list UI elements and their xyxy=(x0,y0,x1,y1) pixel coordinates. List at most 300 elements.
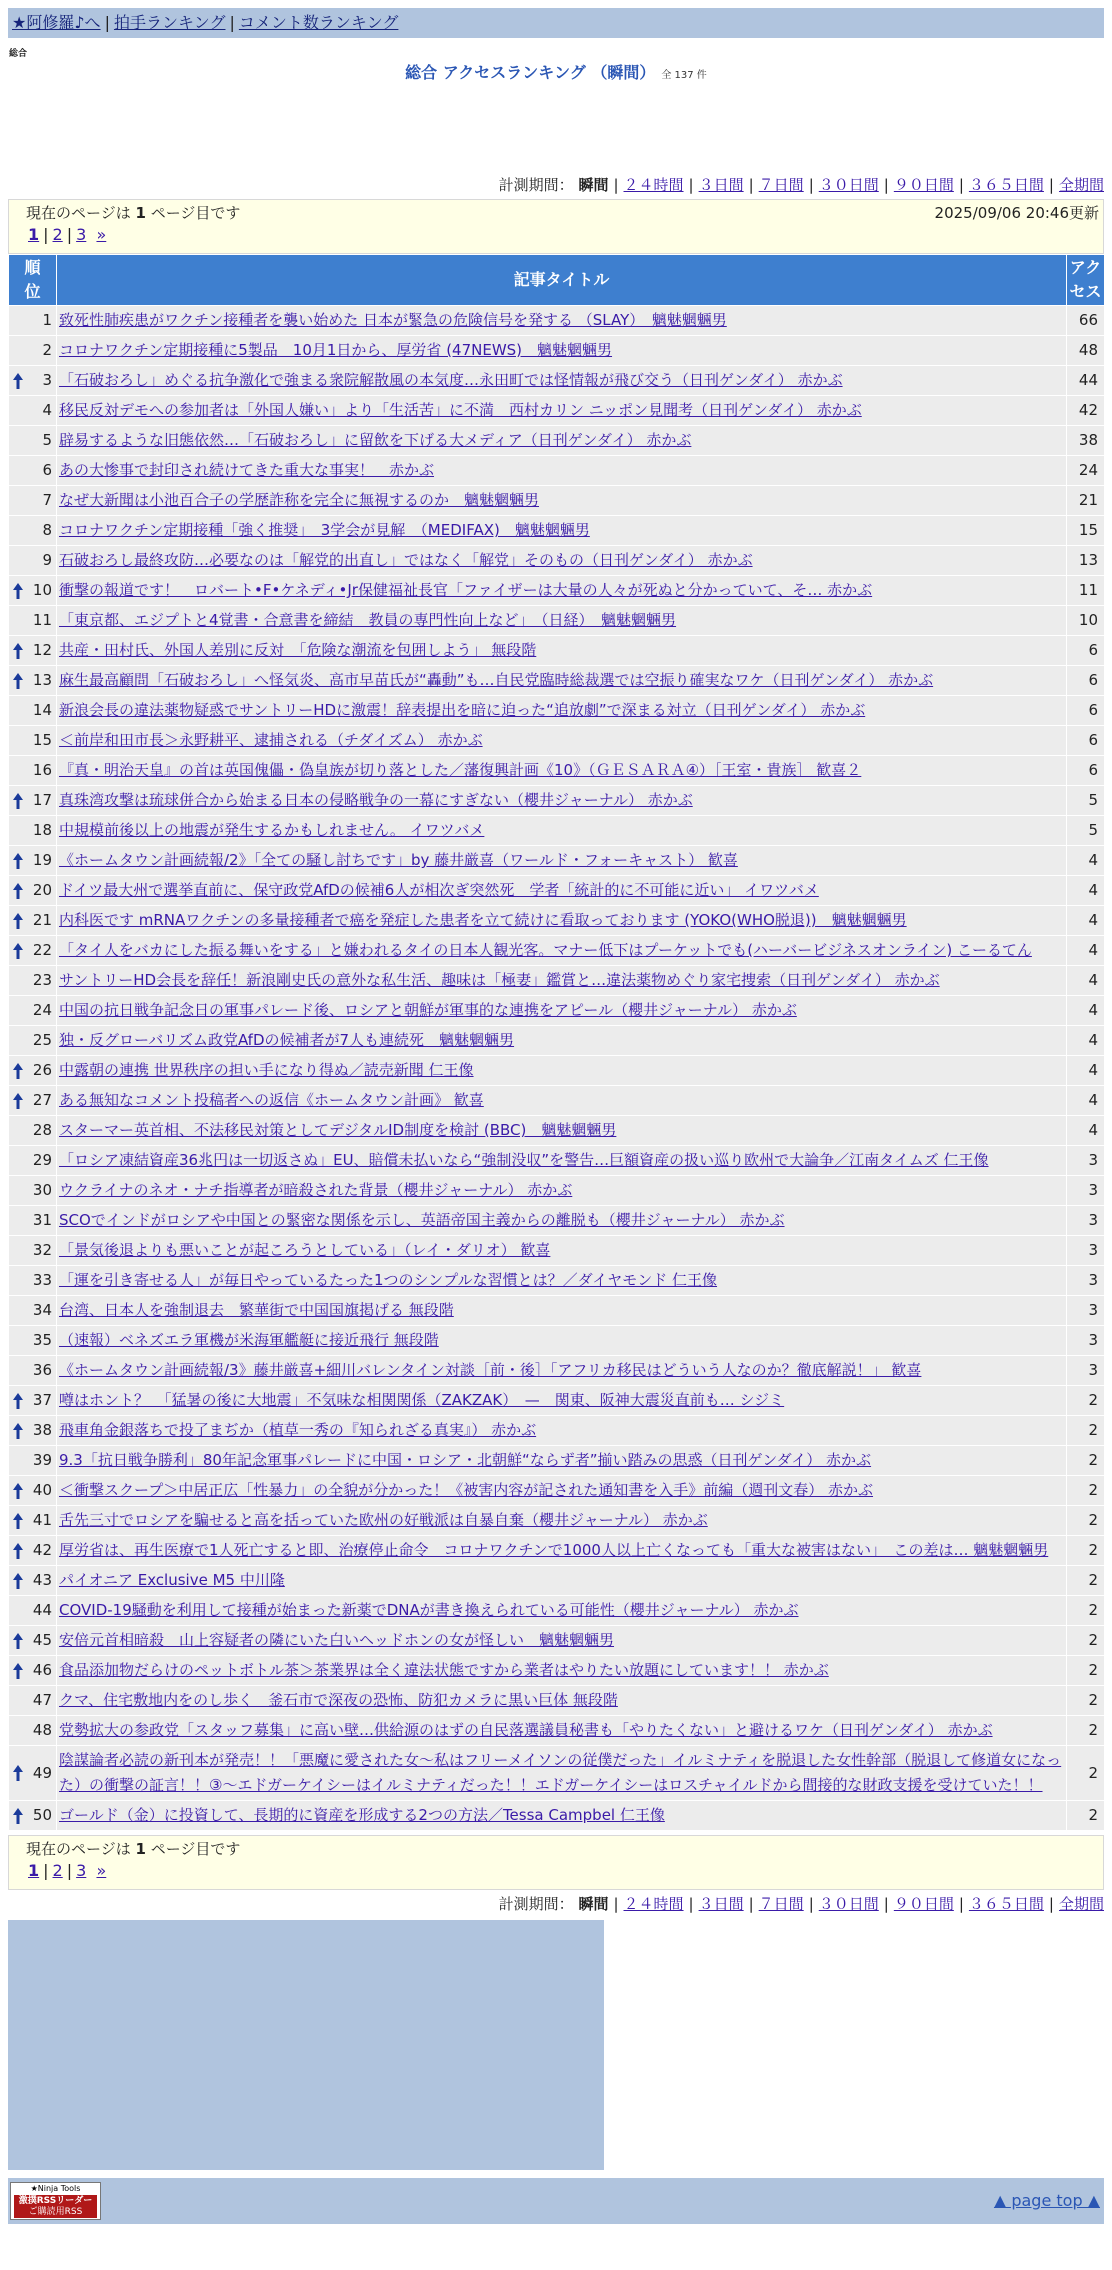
rank-number: 27 xyxy=(32,1091,52,1109)
access-count: 44 xyxy=(1067,366,1105,396)
period-option-90d[interactable]: ９０日間 xyxy=(893,1895,954,1913)
access-count: 3 xyxy=(1067,1266,1105,1296)
rank-number: 9 xyxy=(42,551,52,569)
badge-main: 激撲RSSリーダー xyxy=(14,2195,97,2207)
table-row xyxy=(9,1506,1105,1536)
article-title-link[interactable]: 石破おろし最終攻防…必要なのは「解党的出直し」ではなく「解党」そのもの（日刊ゲンダイ） 赤かぶ xyxy=(59,551,753,569)
page-link-3[interactable]: 3 xyxy=(76,225,87,244)
title-cell xyxy=(57,336,1067,366)
rank-number: 33 xyxy=(32,1271,52,1289)
article-title-link[interactable]: 飛車角金銀落ちで投了まぢか（植草一秀の『知られざる真実』） 赤かぶ xyxy=(59,1421,537,1439)
rank-cell xyxy=(9,1236,57,1266)
rank-number: 19 xyxy=(32,851,52,869)
article-title-link[interactable]: 《ホームタウン計画続報/3》藤井厳喜+細川バレンタイン対談［前・後］「アフリカ移民はどういう人なのか？徹底解説！」 歓喜 xyxy=(59,1361,922,1379)
rank-up-arrow-icon xyxy=(13,1663,23,1679)
rank-cell xyxy=(9,816,57,846)
article-title-link[interactable]: 致死性肺疾患がワクチン接種者を襲い始めた 日本が緊急の危険信号を発する （SLAY） 魑魅魍魎男 xyxy=(59,311,727,329)
page-title-text: 総合 アクセスランキング （瞬間） xyxy=(405,63,656,82)
article-title-link[interactable]: 「景気後退よりも悪いことが起ころうとしている」（レイ・ダリオ） 歓喜 xyxy=(59,1241,551,1259)
period-option-24h[interactable]: ２４時間 xyxy=(623,176,684,194)
rank-number: 47 xyxy=(32,1691,52,1709)
access-count: 11 xyxy=(1067,576,1105,606)
access-count: 3 xyxy=(1067,1356,1105,1386)
rank-number: 12 xyxy=(32,641,52,659)
rank-up-arrow-icon xyxy=(13,1093,23,1109)
page-title xyxy=(0,60,1112,83)
current-page-text: 現在のページは 1 ページ目です xyxy=(26,1840,241,1858)
title-cell xyxy=(57,846,1067,876)
article-title-link[interactable]: 「タイ人をバカにした振る舞いをする」と嫌われるタイの日本人観光客。マナー低下はプーケットでも(ハーバービジネスオンライン) こーるてん xyxy=(59,941,1032,959)
rank-number: 11 xyxy=(32,611,52,629)
pager-top xyxy=(8,199,1104,254)
period-label: 計測期間： xyxy=(498,176,574,194)
article-title-link[interactable]: あの大惨事で封印され続けてきた重大な事実！ 赤かぶ xyxy=(59,461,435,479)
rank-cell xyxy=(9,1686,57,1716)
page-link-1[interactable]: 1 xyxy=(28,225,40,244)
table-row xyxy=(9,1656,1105,1686)
table-row xyxy=(9,1356,1105,1386)
rank-number: 20 xyxy=(32,881,52,899)
table-row xyxy=(9,1266,1105,1296)
rank-number: 15 xyxy=(32,731,52,749)
article-title-link[interactable]: 陰謀論者必読の新刊本が発売！！「悪魔に愛された女〜私はフリーメイソンの従僕だった」イルミナティを脱退した女性幹部（脱退して修道女になった）の衝撃の証言！！③〜エドガーケイシーはイルミナティだった！！エドガーケイシーはロスチャイルドから間接的な財政支援を受けていた！！ xyxy=(59,1751,1062,1794)
rank-cell xyxy=(9,906,57,936)
access-count: 3 xyxy=(1067,1326,1105,1356)
total-count: 全 137 件 xyxy=(661,70,707,81)
rank-up-arrow-icon xyxy=(13,673,23,689)
title-cell xyxy=(57,576,1067,606)
page-top-link[interactable]: ▲ page top ▲ xyxy=(993,2191,1100,2210)
table-row xyxy=(9,426,1105,456)
article-title-link[interactable]: 党勢拡大の参政党「スタッフ募集」に高い壁…供給源のはずの自民落選議員秘書も「やりたくない」と避けるワケ（日刊ゲンダイ） 赤かぶ xyxy=(59,1721,993,1739)
nav-link-asyura[interactable]: ★阿修羅♪へ xyxy=(12,13,101,32)
table-row xyxy=(9,576,1105,606)
period-option-all[interactable]: 全期間 xyxy=(1058,1895,1104,1913)
period-option-30d[interactable]: ３０日間 xyxy=(818,1895,879,1913)
table-row xyxy=(9,726,1105,756)
title-cell xyxy=(57,876,1067,906)
period-selector-top: 計測期間： 瞬間 | ２４時間 | ３日間 | ７日間 | ３０日間 | ９０日間 | ３６５日間 | 全期間 xyxy=(498,176,1104,194)
title-cell xyxy=(57,1236,1067,1266)
article-title-link[interactable]: COVID-19騒動を利用して接種が始まった新薬でDNAが書き換えられている可能性（櫻井ジャーナル） 赤かぶ xyxy=(59,1601,799,1619)
current-page-text: 現在のページは 1 ページ目です xyxy=(26,204,241,222)
rank-up-arrow-icon xyxy=(13,943,23,959)
page-link-1[interactable]: 1 xyxy=(28,1861,40,1880)
period-selector-bottom: 計測期間： 瞬間 | ２４時間 | ３日間 | ７日間 | ３０日間 | ９０日間 | ３６５日間 | 全期間 xyxy=(498,1895,1104,1913)
rank-cell xyxy=(9,1536,57,1566)
table-row xyxy=(9,756,1105,786)
ranking-table xyxy=(8,254,1105,1831)
title-cell xyxy=(57,996,1067,1026)
table-row xyxy=(9,1326,1105,1356)
period-option-90d[interactable]: ９０日間 xyxy=(893,176,954,194)
rank-cell xyxy=(9,486,57,516)
access-count: 4 xyxy=(1067,1086,1105,1116)
rank-number: 25 xyxy=(32,1031,52,1049)
rank-number: 42 xyxy=(32,1541,52,1559)
access-count: 5 xyxy=(1067,816,1105,846)
article-title-link[interactable]: 辟易するような旧態依然…「石破おろし」に留飲を下げる大メディア（日刊ゲンダイ） 赤かぶ xyxy=(59,431,692,449)
article-title-link[interactable]: ある無知なコメント投稿者への返信《ホームタウン計画》 歓喜 xyxy=(59,1091,484,1109)
access-count: 2 xyxy=(1067,1746,1105,1801)
article-title-link[interactable]: 「ロシア凍結資産36兆円は一切返さぬ」EU、賠償未払いなら“強制没収”を警告…巨額資産の扱い巡り欧州で大論争／江南タイムズ 仁王像 xyxy=(59,1151,989,1169)
rank-number: 34 xyxy=(32,1301,52,1319)
header-rank: 順位 xyxy=(9,255,57,306)
table-row xyxy=(9,1801,1105,1831)
rank-number: 46 xyxy=(32,1661,52,1679)
access-count: 4 xyxy=(1067,936,1105,966)
rank-cell xyxy=(9,576,57,606)
access-count: 5 xyxy=(1067,786,1105,816)
period-label: 計測期間： xyxy=(498,1895,574,1913)
nav-link-clap-ranking[interactable]: 拍手ランキング xyxy=(113,13,226,32)
article-title-link[interactable]: ＜衝撃スクープ＞中居正広「性暴力」の全貌が分かった！《被害内容が記された通知書を入手》前編（週刊文春） 赤かぶ xyxy=(59,1481,874,1499)
rank-up-arrow-icon xyxy=(13,1765,23,1781)
title-cell xyxy=(57,1596,1067,1626)
title-cell xyxy=(57,1656,1067,1686)
badge-sub: ご購読用RSS xyxy=(14,2207,97,2218)
rank-number: 10 xyxy=(32,581,52,599)
table-row xyxy=(9,1596,1105,1626)
rank-number: 7 xyxy=(42,491,52,509)
rank-cell xyxy=(9,936,57,966)
access-count: 3 xyxy=(1067,1296,1105,1326)
article-title-link[interactable]: 食品添加物だらけのペットボトル茶＞茶業界は全く違法状態ですから業者はやりたい放題にしています！！ 赤かぶ xyxy=(59,1661,829,1679)
access-count: 2 xyxy=(1067,1686,1105,1716)
access-count: 24 xyxy=(1067,456,1105,486)
title-cell xyxy=(57,1801,1067,1831)
access-count: 2 xyxy=(1067,1626,1105,1656)
page-links: 1 | 2 | 3 » xyxy=(28,225,107,244)
table-row xyxy=(9,336,1105,366)
access-count: 2 xyxy=(1067,1416,1105,1446)
access-count: 4 xyxy=(1067,996,1105,1026)
title-cell xyxy=(57,306,1067,336)
article-title-link[interactable]: 中規模前後以上の地震が発生するかもしれません。 イワツバメ xyxy=(59,821,485,839)
rank-cell xyxy=(9,1656,57,1686)
rank-up-arrow-icon xyxy=(13,1063,23,1079)
access-count: 3 xyxy=(1067,1236,1105,1266)
article-title-link[interactable]: 舌先三寸でロシアを騙せると高を括っていた欧州の好戦派は自暴自棄（櫻井ジャーナル） 赤かぶ xyxy=(59,1511,708,1529)
title-cell xyxy=(57,1626,1067,1656)
access-count: 10 xyxy=(1067,606,1105,636)
rank-cell xyxy=(9,996,57,1026)
rank-up-arrow-icon xyxy=(13,373,23,389)
rank-number: 1 xyxy=(42,311,52,329)
badge-brand: ★Ninja Tools xyxy=(30,2184,81,2193)
title-cell xyxy=(57,726,1067,756)
article-title-link[interactable]: SCOでインドがロシアや中国との緊密な関係を示し、英語帝国主義からの離脱も（櫻井ジャーナル） 赤かぶ xyxy=(59,1211,785,1229)
period-current: 瞬間 xyxy=(578,1895,609,1913)
rank-number: 38 xyxy=(32,1421,52,1439)
access-count: 2 xyxy=(1067,1506,1105,1536)
rank-cell xyxy=(9,396,57,426)
nav-separator: | xyxy=(104,13,110,32)
title-cell xyxy=(57,516,1067,546)
page-next-link[interactable]: » xyxy=(96,1861,107,1880)
access-count: 4 xyxy=(1067,1056,1105,1086)
table-row xyxy=(9,666,1105,696)
title-cell xyxy=(57,1686,1067,1716)
table-row xyxy=(9,606,1105,636)
rank-cell xyxy=(9,1356,57,1386)
rank-cell xyxy=(9,1566,57,1596)
title-cell xyxy=(57,1116,1067,1146)
article-title-link[interactable]: 9.3「抗日戦争勝利」80年記念軍事パレードに中国・ロシア・北朝鮮“ならず者”揃い踏みの思惑（日刊ゲンダイ） 赤かぶ xyxy=(59,1451,872,1469)
title-cell xyxy=(57,906,1067,936)
title-cell xyxy=(57,606,1067,636)
title-cell xyxy=(57,546,1067,576)
article-title-link[interactable]: ドイツ最大州で選挙直前に、保守政党AfDの候補6人が相次ぎ突然死 学者「統計的に不可能に近い」 イワツバメ xyxy=(59,881,819,899)
rank-up-arrow-icon xyxy=(13,1543,23,1559)
period-option-30d[interactable]: ３０日間 xyxy=(818,176,879,194)
page-links: 1 | 2 | 3 » xyxy=(28,1861,107,1880)
article-title-link[interactable]: ウクライナのネオ・ナチ指導者が暗殺された背景（櫻井ジャーナル） 赤かぶ xyxy=(59,1181,573,1199)
access-count: 4 xyxy=(1067,876,1105,906)
period-current: 瞬間 xyxy=(578,176,609,194)
table-row xyxy=(9,456,1105,486)
rank-cell xyxy=(9,546,57,576)
rank-cell xyxy=(9,1116,57,1146)
rank-number: 35 xyxy=(32,1331,52,1349)
table-row xyxy=(9,846,1105,876)
rank-number: 26 xyxy=(32,1061,52,1079)
period-option-24h[interactable]: ２４時間 xyxy=(623,1895,684,1913)
rank-cell xyxy=(9,1326,57,1356)
access-count: 2 xyxy=(1067,1476,1105,1506)
title-cell xyxy=(57,1476,1067,1506)
access-count: 4 xyxy=(1067,1026,1105,1056)
rank-cell xyxy=(9,876,57,906)
access-count: 2 xyxy=(1067,1656,1105,1686)
rank-number: 4 xyxy=(42,401,52,419)
page-link-2[interactable]: 2 xyxy=(52,1861,63,1880)
table-header-row xyxy=(9,255,1105,306)
article-title-link[interactable]: ＜前岸和田市長＞永野耕平、逮捕される（チダイズム） 赤かぶ xyxy=(59,731,483,749)
header-title: 記事タイトル xyxy=(57,255,1067,306)
title-cell xyxy=(57,1086,1067,1116)
title-cell xyxy=(57,1206,1067,1236)
article-title-link[interactable]: 「運を引き寄せる人」が毎日やっているたった1つのシンプルな習慣とは？／ダイヤモンド 仁王像 xyxy=(59,1271,718,1289)
title-cell xyxy=(57,1296,1067,1326)
title-cell xyxy=(57,456,1067,486)
rank-cell xyxy=(9,1146,57,1176)
article-title-link[interactable]: 噂はホント？ 「猛暑の後に大地震」不気味な相関関係（ZAKZAK） — 関東、阪神大震災直前も… シジミ xyxy=(59,1391,785,1409)
rank-cell xyxy=(9,636,57,666)
table-row xyxy=(9,966,1105,996)
access-count: 2 xyxy=(1067,1566,1105,1596)
rank-number: 31 xyxy=(32,1211,52,1229)
page-next-link[interactable]: » xyxy=(96,225,107,244)
rank-number: 28 xyxy=(32,1121,52,1139)
rank-cell xyxy=(9,1746,57,1801)
period-option-3d[interactable]: ３日間 xyxy=(698,1895,744,1913)
rss-reader-badge[interactable] xyxy=(10,2182,101,2220)
title-cell xyxy=(57,816,1067,846)
footer xyxy=(8,2178,1104,2224)
rank-up-arrow-icon xyxy=(13,883,23,899)
access-count: 4 xyxy=(1067,846,1105,876)
access-count: 15 xyxy=(1067,516,1105,546)
table-row xyxy=(9,1296,1105,1326)
rank-up-arrow-icon xyxy=(13,583,23,599)
rank-cell xyxy=(9,516,57,546)
rank-cell xyxy=(9,1446,57,1476)
rank-number: 41 xyxy=(32,1511,52,1529)
period-option-7d[interactable]: ７日間 xyxy=(758,1895,804,1913)
access-count: 66 xyxy=(1067,306,1105,336)
period-option-365d[interactable]: ３６５日間 xyxy=(968,176,1044,194)
access-count: 48 xyxy=(1067,336,1105,366)
table-row xyxy=(9,906,1105,936)
rank-cell xyxy=(9,1296,57,1326)
article-title-link[interactable]: 「石破おろし」めぐる抗争激化で強まる衆院解散風の本気度…永田町では怪情報が飛び交う（日刊ゲンダイ） 赤かぶ xyxy=(59,371,843,389)
article-title-link[interactable]: サントリーHD会長を辞任！新浪剛史氏の意外な私生活、趣味は「極妻」鑑賞と…違法薬物めぐり家宅捜索（日刊ゲンダイ） 赤かぶ xyxy=(59,971,940,989)
table-row xyxy=(9,1026,1105,1056)
article-title-link[interactable]: コロナワクチン定期接種「強く推奨」 3学会が見解 （MEDIFAX) 魑魅魍魎男 xyxy=(59,521,590,539)
title-cell xyxy=(57,1446,1067,1476)
rank-cell xyxy=(9,336,57,366)
title-cell xyxy=(57,1326,1067,1356)
article-title-link[interactable]: 「東京都、エジプトと4覚書・合意書を締結 教員の専門性向上など」 （日経） 魑魅魍魎男 xyxy=(59,611,677,629)
article-title-link[interactable]: パイオニア Exclusive M5 中川隆 xyxy=(59,1571,285,1589)
rank-number: 16 xyxy=(32,761,52,779)
table-row xyxy=(9,546,1105,576)
rank-number: 49 xyxy=(32,1763,52,1782)
article-title-link[interactable]: 『真・明治天皇』の首は英国傀儡・偽皇族が切り落とした／藩復興計画《10》（ＧＥＳＡＲＡ④）［王室・貴族］ 歓喜２ xyxy=(59,761,862,779)
period-option-3d[interactable]: ３日間 xyxy=(698,176,744,194)
period-option-all[interactable]: 全期間 xyxy=(1058,176,1104,194)
period-option-7d[interactable]: ７日間 xyxy=(758,176,804,194)
access-count: 4 xyxy=(1067,966,1105,996)
access-count: 2 xyxy=(1067,1596,1105,1626)
article-title-link[interactable]: 独・反グローバリズム政党AfDの候補者が7人も連続死 魑魅魍魎男 xyxy=(59,1031,515,1049)
rank-cell xyxy=(9,1416,57,1446)
category-label: 総合 xyxy=(9,49,28,59)
article-title-link[interactable]: コロナワクチン定期接種に5製品 10月1日から、厚労省 (47NEWS) 魑魅魍魎男 xyxy=(59,341,613,359)
article-title-link[interactable]: 《ホームタウン計画続報/2》「全ての騒し討ちです」by 藤井厳喜（ワールド・フォーキャスト） 歓喜 xyxy=(59,851,738,869)
rank-number: 30 xyxy=(32,1181,52,1199)
article-title-link[interactable]: 中露朝の連携 世界秩序の担い手になり得ぬ／読売新聞 仁王像 xyxy=(59,1061,474,1079)
title-cell xyxy=(57,1026,1067,1056)
access-count: 2 xyxy=(1067,1536,1105,1566)
nav-link-comment-ranking[interactable]: コメント数ランキング xyxy=(238,13,399,32)
title-cell xyxy=(57,1176,1067,1206)
table-row xyxy=(9,1566,1105,1596)
rank-number: 36 xyxy=(32,1361,52,1379)
rank-number: 5 xyxy=(42,431,52,449)
article-title-link[interactable]: 真珠湾攻撃は琉球併合から始まる日本の侵略戦争の一幕にすぎない（櫻井ジャーナル） 赤かぶ xyxy=(59,791,693,809)
title-cell xyxy=(57,1386,1067,1416)
access-count: 4 xyxy=(1067,906,1105,936)
article-title-link[interactable]: 台湾、日本人を強制退去 繁華街で中国国旗掲げる 無段階 xyxy=(59,1301,454,1319)
rank-number: 2 xyxy=(42,341,52,359)
table-row xyxy=(9,486,1105,516)
rank-cell xyxy=(9,1056,57,1086)
rank-up-arrow-icon xyxy=(13,1513,23,1529)
article-title-link[interactable]: 内科医です mRNAワクチンの多量接種者で癌を発症した患者を立て続けに看取っております (YOKO(WHO脱退)) 魑魅魍魎男 xyxy=(59,911,907,929)
rank-number: 13 xyxy=(32,671,52,689)
rank-up-arrow-icon xyxy=(13,1483,23,1499)
rank-number: 44 xyxy=(32,1601,52,1619)
title-cell xyxy=(57,966,1067,996)
article-title-link[interactable]: 麻生最高顧問「石破おろし」へ怪気炎、高市早苗氏が“轟動”も…自民党臨時総裁選では空振り確実なワケ（日刊ゲンダイ） 赤かぶ xyxy=(59,671,934,689)
page-link-3[interactable]: 3 xyxy=(76,1861,87,1880)
article-title-link[interactable]: 厚労省は、再生医療で1人死亡すると即、治療停止命令 コロナワクチンで1000人以上亡くなっても「重大な被害はない」 この差は… 魑魅魍魎男 xyxy=(59,1541,1049,1559)
page-link-2[interactable]: 2 xyxy=(52,225,63,244)
article-title-link[interactable]: ゴールド（金）に投資して、長期的に資産を形成する2つの方法／Tessa Campbel 仁王像 xyxy=(59,1806,665,1824)
rank-number: 23 xyxy=(32,971,52,989)
rank-number: 22 xyxy=(32,941,52,959)
article-title-link[interactable]: （速報）ベネズエラ軍機が米海軍艦艇に接近飛行 無段階 xyxy=(59,1331,439,1349)
rank-cell xyxy=(9,1476,57,1506)
rank-up-arrow-icon xyxy=(13,1393,23,1409)
table-row xyxy=(9,1056,1105,1086)
article-title-link[interactable]: スターマー英首相、不法移民対策としてデジタルID制度を検討 (BBC) 魑魅魍魎男 xyxy=(59,1121,617,1139)
access-count: 6 xyxy=(1067,726,1105,756)
rank-cell xyxy=(9,1596,57,1626)
article-title-link[interactable]: なぜ大新聞は小池百合子の学歴詐称を完全に無視するのか 魑魅魍魎男 xyxy=(59,491,540,509)
title-cell xyxy=(57,426,1067,456)
article-title-link[interactable]: 移民反対デモへの参加者は「外国人嫌い」より「生活苦」に不満 西村カリン ニッポン見聞考（日刊ゲンダイ） 赤かぶ xyxy=(59,401,862,419)
title-cell xyxy=(57,696,1067,726)
access-count: 4 xyxy=(1067,1116,1105,1146)
article-title-link[interactable]: 共産・田村氏、外国人差別に反対 「危険な潮流を包囲しよう」 無段階 xyxy=(59,641,537,659)
rank-cell xyxy=(9,306,57,336)
rank-cell xyxy=(9,666,57,696)
article-title-link[interactable]: 安倍元首相暗殺 山上容疑者の隣にいた白いヘッドホンの女が怪しい 魑魅魍魎男 xyxy=(59,1631,615,1649)
table-row xyxy=(9,786,1105,816)
rank-cell xyxy=(9,1626,57,1656)
title-cell xyxy=(57,486,1067,516)
rank-number: 6 xyxy=(42,461,52,479)
rank-number: 3 xyxy=(42,371,52,389)
table-row xyxy=(9,1476,1105,1506)
rank-cell xyxy=(9,846,57,876)
rank-number: 24 xyxy=(32,1001,52,1019)
article-title-link[interactable]: 衝撃の報道です！ ロバート•F•ケネディ•Jr保健福祉長官「ファイザーは大量の人々が死ぬと分かっていて、そ… 赤かぶ xyxy=(59,581,873,599)
title-cell xyxy=(57,1716,1067,1746)
title-cell xyxy=(57,1416,1067,1446)
article-title-link[interactable]: クマ、住宅敷地内をのし歩く 釜石市で深夜の恐怖、防犯カメラに黒い巨体 無段階 xyxy=(59,1691,618,1709)
rank-number: 14 xyxy=(32,701,52,719)
table-row xyxy=(9,1446,1105,1476)
access-count: 3 xyxy=(1067,1206,1105,1236)
access-count: 13 xyxy=(1067,546,1105,576)
access-count: 3 xyxy=(1067,1176,1105,1206)
title-cell xyxy=(57,936,1067,966)
rank-up-arrow-icon xyxy=(13,1633,23,1649)
access-count: 6 xyxy=(1067,696,1105,726)
access-count: 6 xyxy=(1067,756,1105,786)
title-cell xyxy=(57,396,1067,426)
table-row xyxy=(9,1206,1105,1236)
rank-number: 48 xyxy=(32,1721,52,1739)
rank-up-arrow-icon xyxy=(13,853,23,869)
article-title-link[interactable]: 中国の抗日戦争記念日の軍事パレード後、ロシアと朝鮮が軍事的な連携をアピール（櫻井ジャーナル） 赤かぶ xyxy=(59,1001,797,1019)
table-row xyxy=(9,516,1105,546)
period-option-365d[interactable]: ３６５日間 xyxy=(968,1895,1044,1913)
rank-up-arrow-icon xyxy=(13,1573,23,1589)
table-row xyxy=(9,1176,1105,1206)
table-row xyxy=(9,1386,1105,1416)
article-title-link[interactable]: 新浪会長の違法薬物疑惑でサントリーHDに激震！辞表提出を暗に迫った“追放劇”で深まる対立（日刊ゲンダイ） 赤かぶ xyxy=(59,701,866,719)
rank-number: 40 xyxy=(32,1481,52,1499)
title-cell xyxy=(57,1566,1067,1596)
rank-up-arrow-icon xyxy=(13,793,23,809)
rank-cell xyxy=(9,1026,57,1056)
ad-placeholder xyxy=(8,1920,604,2170)
